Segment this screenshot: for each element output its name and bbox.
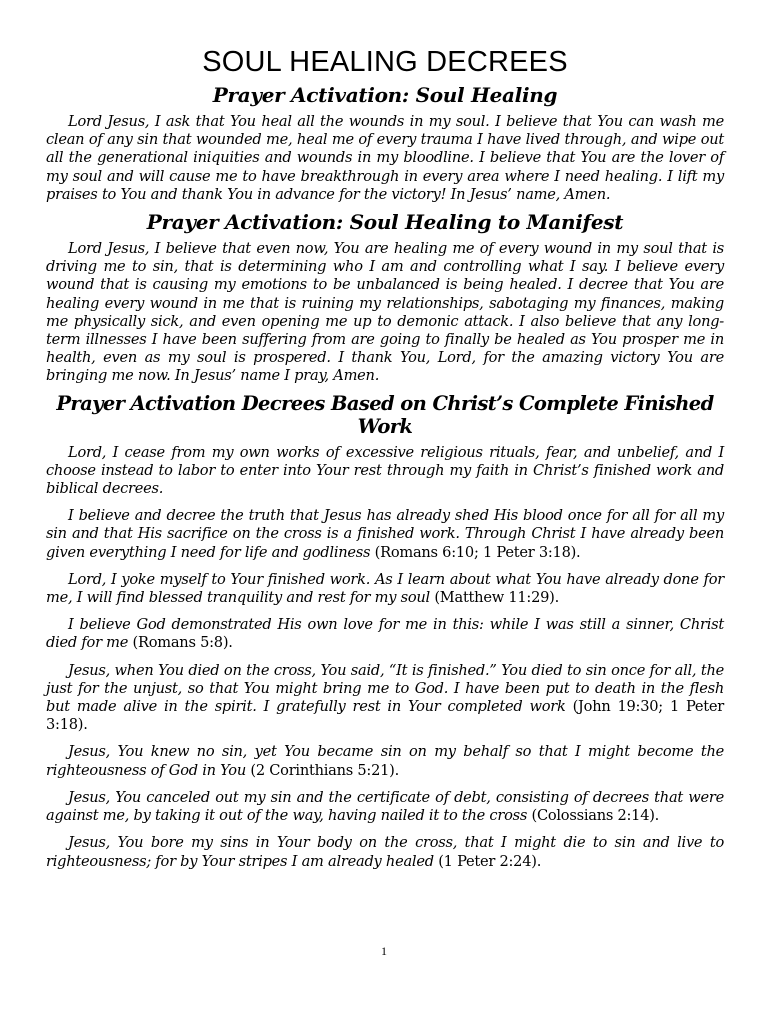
decree-paragraph [46,444,724,499]
decree-paragraph [46,662,724,735]
section-heading-soul-healing: Prayer Activation: Soul Healing [212,83,558,107]
scripture-reference: (John 19:30; 1 Peter 3:18). [46,698,724,734]
decree-paragraph [46,743,724,779]
paragraph-text: Jesus, You knew no sin, yet You became sin on my behalf so that I might become the righteousness of God in You [46,743,724,779]
scripture-reference: (2 Corinthians 5:21). [245,761,399,779]
paragraph-text: Lord Jesus, I ask that You heal all the wounds in my soul. I believe that You can wash me clean of any sin that wounded me, heal me of every trauma I have lived through, and wipe out all the generational iniquities and wounds in my bloodline. I believe that You are the lover of my soul and will cause me to have breakthrough in every area where I need healing. I lift my praises to You and thank You in advance for the victory! In Jesus’ name, Amen. [46,113,724,203]
paragraph-text: I believe and decree the truth that Jesus has already shed His blood once for all for all my sin and that His sacrifice on the cross is a finished work. Through Christ I have already been given everything I need for life and godliness [46,507,724,561]
paragraph-text: Jesus, You canceled out my sin and the certificate of debt, consisting of decrees that were against me, by taking it out of the way, having nailed it to the cross [46,788,724,825]
scripture-reference: (Romans 5:8). [128,634,233,652]
paragraph-text: Jesus, when You died on the cross, You said, “It is finished.” You died to sin once for all, the just for the unjust, so that You might bring me to God. I have been put to death in the flesh but made alive in the spirit. I gratefully rest in Your completed work [46,661,724,716]
paragraph-text: Lord, I yoke myself to Your finished work. As I learn about what You have already done for me, I will find blessed tranquility and rest for my soul [46,570,724,607]
section-heading-finished-work: Prayer Activation Decrees Based on Christ’s Complete Finished Work [56,391,714,438]
scripture-reference: (Romans 6:10; 1 Peter 3:18). [370,543,581,561]
prayer-paragraph [46,113,724,204]
page-title: SOUL HEALING DECREES [202,46,568,78]
paragraph-text: Lord Jesus, I believe that even now, You are healing me of every wound in my soul that is driving me to sin, that is determining who I am and controlling what I say. I believe every wound that is causing my emotions to be unbalanced is being healed. I decree that You are healing every wound in me that is ruining my relationships, sabotaging my finances, making me physically sick, and even opening me up to demonic attack. I also believe that any long-term illnesses I have been suffering from are going to finally be healed as You prosper me in health, even as my soul is prospered. I thank You, Lord, for the amazing victory You are bringing me now. In Jesus’ name I pray, Amen. [46,240,724,385]
paragraph-text: Jesus, You bore my sins in Your body on the cross, that I might die to sin and live to righteousness; for by Your stripes I am already healed [46,834,724,870]
paragraph-text: Lord, I cease from my own works of excessive religious rituals, fear, and unbelief, and I choose instead to labor to enter into Your rest through my faith in Christ’s finished work and biblical decrees. [46,443,724,498]
decree-paragraph [46,507,724,562]
section-heading-soul-healing-to-manifest: Prayer Activation: Soul Healing to Manifest [146,210,624,235]
document-page [46,46,724,880]
scripture-reference: (Colossians 2:14). [527,807,660,825]
prayer-paragraph [46,240,724,386]
decree-paragraph [46,834,724,870]
scripture-reference: (Matthew 11:29). [429,589,559,607]
decree-paragraph [46,789,724,825]
paragraph-text: I believe God demonstrated His own love for me in this: while I was still a sinner, Christ died for me [46,616,724,652]
scripture-reference: (1 Peter 2:24). [433,852,542,870]
decree-paragraph [46,571,724,607]
decree-paragraph [46,616,724,652]
page-number: 1 [381,944,387,958]
